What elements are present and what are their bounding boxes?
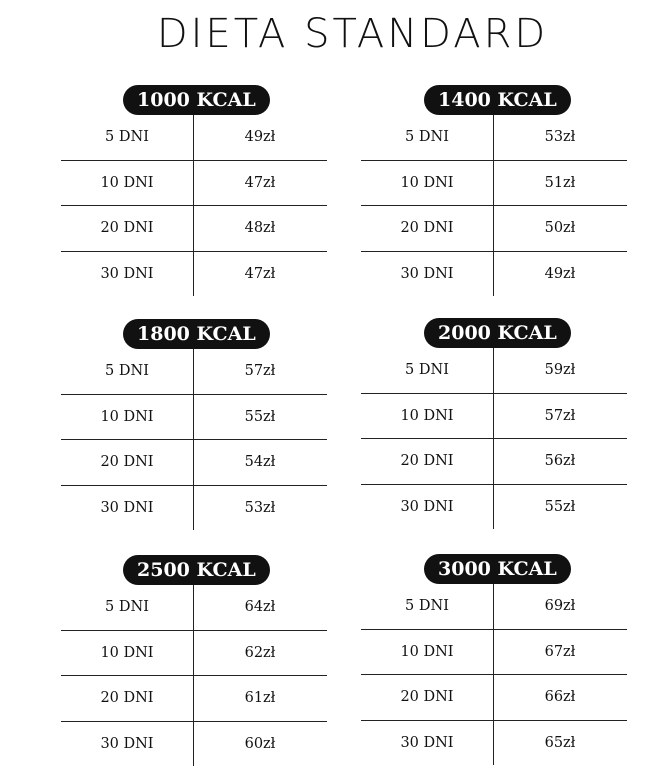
days-cell: 10 DNI [400,643,454,660]
kcal-badge: 2000 KCAL [424,318,571,348]
table-row [361,630,627,676]
price-cell: 61zł [244,690,276,706]
price-table [61,585,327,766]
price-cell: 49zł [244,129,276,145]
days-cell: 30 DNI [400,734,454,751]
price-cell: 55zł [544,498,576,515]
table-row [61,115,327,161]
price-table [361,584,627,765]
table-row [61,206,327,252]
table-row [361,721,627,766]
price-cell: 65zł [544,734,576,751]
days-cell: 10 DNI [100,174,154,191]
table-row [361,394,627,440]
price-cell: 47zł [244,265,276,282]
price-cell: 53zł [544,129,576,145]
table-row [61,252,327,297]
days-cell: 30 DNI [100,499,154,516]
days-cell: 5 DNI [405,362,449,378]
price-cell: 54zł [244,454,276,470]
table-row [61,440,327,486]
days-cell: 20 DNI [400,220,454,236]
days-cell: 20 DNI [400,689,454,705]
table-row [61,486,327,531]
kcal-badge: 1400 KCAL [424,85,571,115]
price-table [361,348,627,529]
price-table [61,349,327,530]
table-row [361,161,627,207]
price-cell: 57zł [544,407,576,424]
price-cell: 51zł [544,174,576,191]
days-cell: 5 DNI [105,129,149,145]
kcal-badge: 3000 KCAL [424,554,571,584]
page-title: DIETA STANDARD [156,11,549,57]
days-cell: 30 DNI [400,498,454,515]
price-cell: 64zł [244,599,276,615]
days-cell: 10 DNI [100,644,154,661]
price-cell: 55zł [244,408,276,425]
days-cell: 5 DNI [405,129,449,145]
price-cell: 48zł [244,220,276,236]
kcal-badge: 1800 KCAL [123,319,270,349]
table-row [361,439,627,485]
price-cell: 50zł [544,220,576,236]
price-table [61,115,327,296]
days-cell: 20 DNI [100,220,154,236]
days-cell: 20 DNI [400,453,454,469]
days-cell: 20 DNI [100,690,154,706]
days-cell: 30 DNI [100,735,154,752]
price-cell: 59zł [544,362,576,378]
table-row [361,584,627,630]
days-cell: 10 DNI [400,407,454,424]
price-cell: 66zł [544,689,576,705]
table-row [361,252,627,297]
table-row [61,631,327,677]
table-row [361,348,627,394]
kcal-badge: 1000 KCAL [123,85,270,115]
table-row [61,585,327,631]
price-cell: 53zł [244,499,276,516]
days-cell: 30 DNI [400,265,454,282]
days-cell: 20 DNI [100,454,154,470]
price-cell: 56zł [544,453,576,469]
table-row [61,349,327,395]
price-cell: 60zł [244,735,276,752]
price-cell: 67zł [544,643,576,660]
price-cell: 69zł [544,598,576,614]
table-row [361,115,627,161]
days-cell: 10 DNI [100,408,154,425]
table-row [61,722,327,767]
table-row [61,161,327,207]
table-row [361,485,627,530]
price-cell: 57zł [244,363,276,379]
days-cell: 5 DNI [105,363,149,379]
table-row [61,676,327,722]
days-cell: 5 DNI [405,598,449,614]
days-cell: 30 DNI [100,265,154,282]
price-table [361,115,627,296]
price-cell: 62zł [244,644,276,661]
price-cell: 47zł [244,174,276,191]
table-row [61,395,327,441]
table-row [361,206,627,252]
price-cell: 49zł [544,265,576,282]
kcal-badge: 2500 KCAL [123,555,270,585]
table-row [361,675,627,721]
days-cell: 5 DNI [105,599,149,615]
days-cell: 10 DNI [400,174,454,191]
